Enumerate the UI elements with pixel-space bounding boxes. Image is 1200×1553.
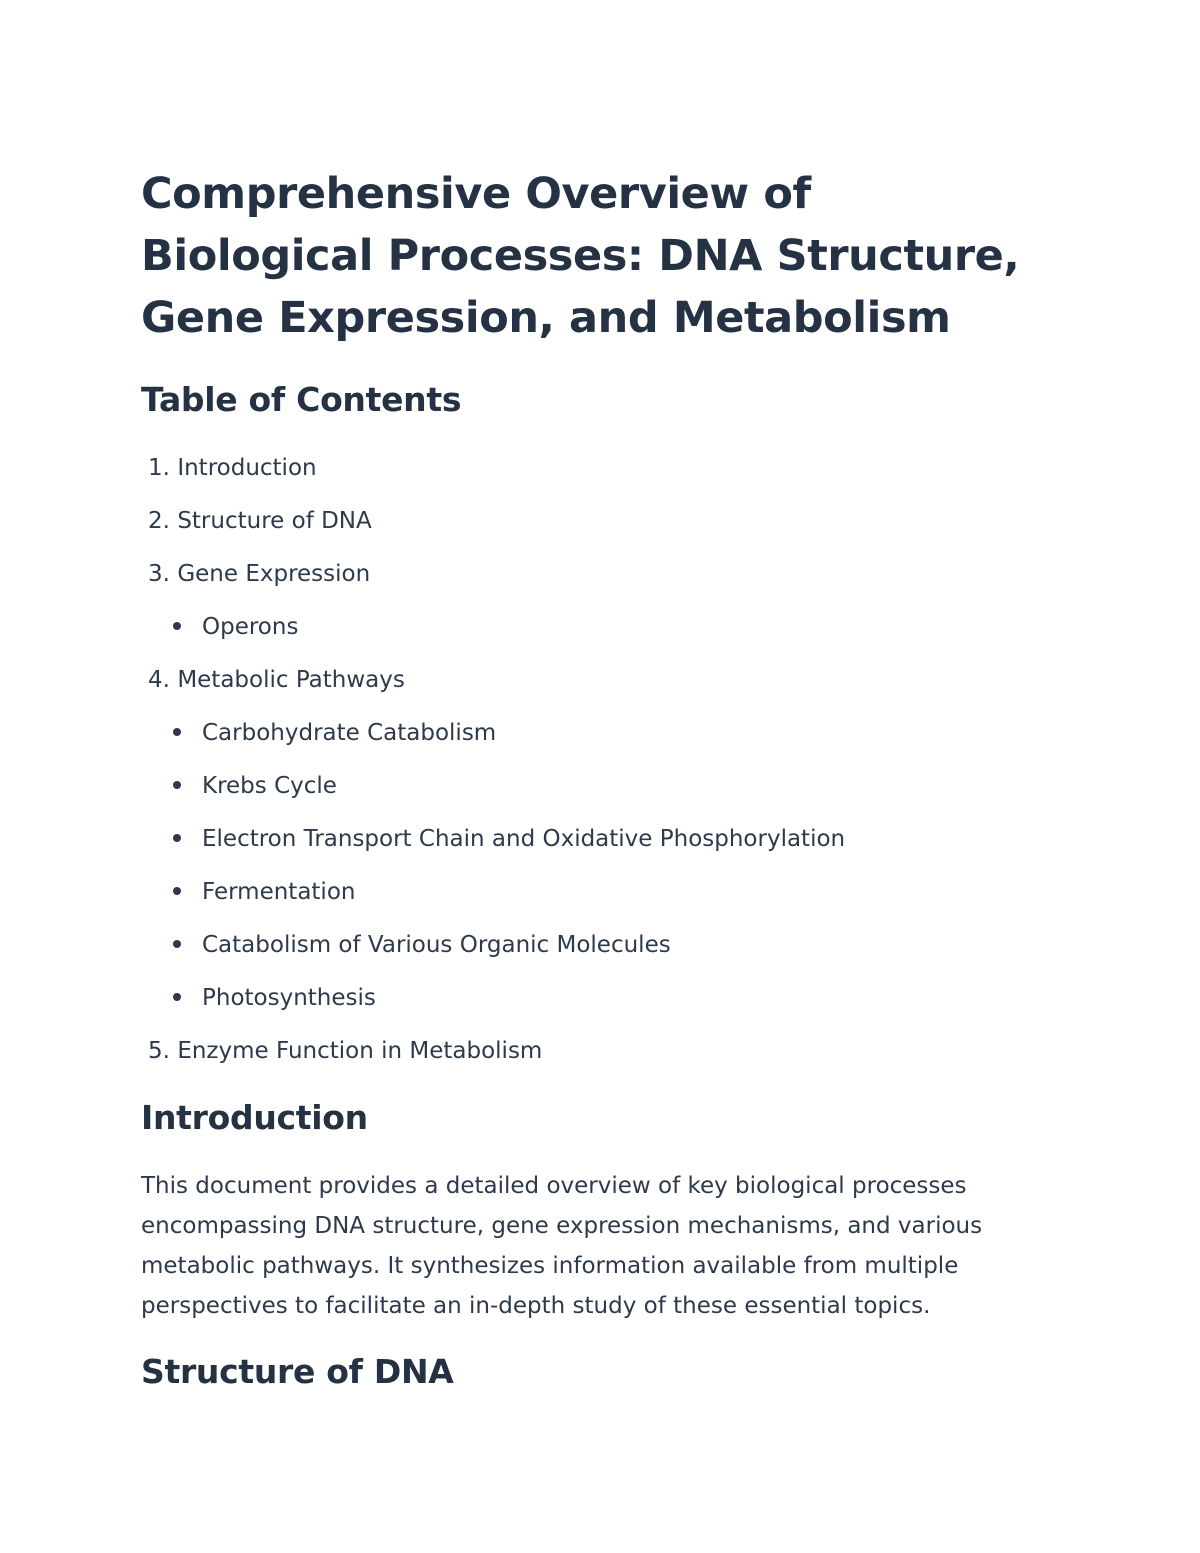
toc-number: 2. <box>148 508 170 534</box>
toc-subitem-catabolism-organic-molecules[interactable] <box>171 930 671 960</box>
bullet-icon <box>173 940 181 948</box>
bullet-icon <box>173 622 181 630</box>
bullet-icon <box>173 993 181 1001</box>
toc-subitem-electron-transport-chain[interactable] <box>171 824 845 854</box>
toc-number: 1. <box>148 455 170 481</box>
toc-sublabel: Photosynthesis <box>202 985 376 1011</box>
bullet-icon <box>173 887 181 895</box>
toc-sublabel: Operons <box>202 614 299 640</box>
introduction-heading: Introduction <box>141 1098 368 1137</box>
toc-subitem-carbohydrate-catabolism[interactable] <box>171 718 496 748</box>
toc-subitem-photosynthesis[interactable] <box>171 983 376 1013</box>
toc-item-structure-of-dna[interactable] <box>141 506 372 536</box>
toc-sublabel: Krebs Cycle <box>202 773 337 799</box>
toc-sublabel: Fermentation <box>202 879 356 905</box>
toc-sublabel: Electron Transport Chain and Oxidative Phosphorylation <box>202 826 846 852</box>
toc-subitem-fermentation[interactable] <box>171 877 355 907</box>
toc-number: 5. <box>148 1038 170 1064</box>
toc-heading: Table of Contents <box>141 380 462 419</box>
introduction-paragraph: This document provides a detailed overview of key biological processes encompassing DNA structure, gene expression mechanisms, and various metabolic pathways. It synthesizes information available from multiple perspectives to facilitate an in-depth study of these essential topics. <box>141 1173 983 1319</box>
toc-number: 4. <box>148 667 170 693</box>
toc-number: 3. <box>148 561 170 587</box>
structure-of-dna-heading: Structure of DNA <box>141 1352 454 1391</box>
toc-subitem-operons[interactable] <box>171 612 298 642</box>
bullet-icon <box>173 781 181 789</box>
bullet-icon <box>173 834 181 842</box>
toc-item-gene-expression[interactable] <box>141 559 370 589</box>
toc-label: Gene Expression <box>177 561 371 587</box>
toc-item-introduction[interactable] <box>141 453 317 483</box>
toc-label: Metabolic Pathways <box>177 667 405 693</box>
toc-sublabel: Carbohydrate Catabolism <box>202 720 497 746</box>
toc-item-metabolic-pathways[interactable] <box>141 665 405 695</box>
toc-subitem-krebs-cycle[interactable] <box>171 771 337 801</box>
toc-item-enzyme-function[interactable] <box>141 1036 542 1066</box>
bullet-icon <box>173 728 181 736</box>
document-title: Comprehensive Overview of Biological Processes: DNA Structure, Gene Expression, and Metabolism <box>141 169 1020 343</box>
toc-label: Enzyme Function in Metabolism <box>177 1038 543 1064</box>
toc-sublabel: Catabolism of Various Organic Molecules <box>202 932 671 958</box>
toc-label: Structure of DNA <box>177 508 372 534</box>
toc-label: Introduction <box>177 455 317 481</box>
